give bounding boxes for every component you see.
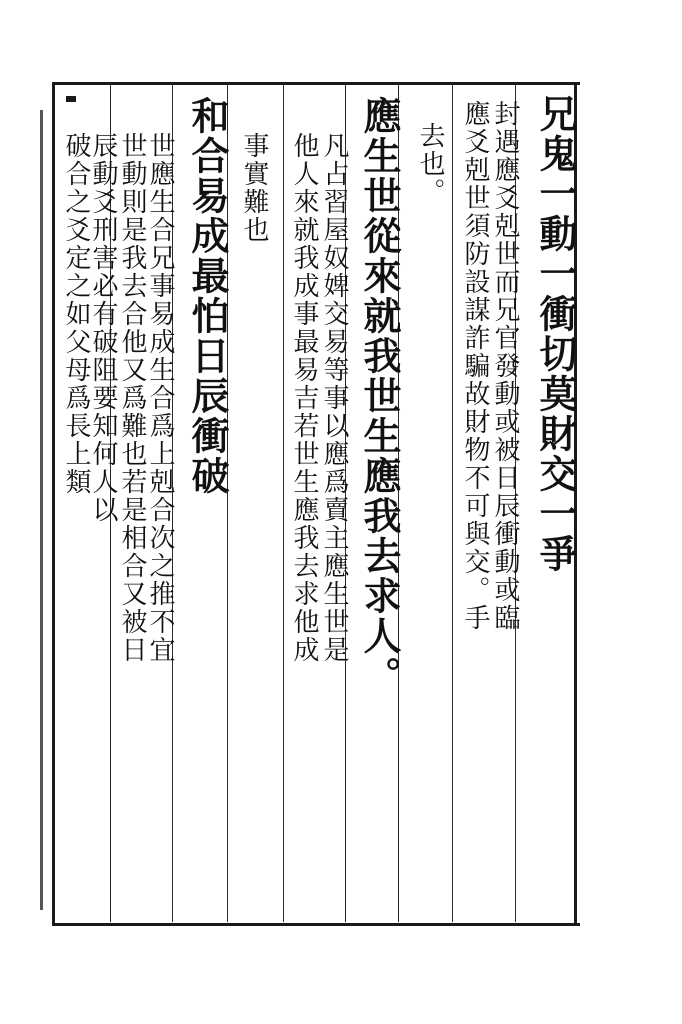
frame-top-rule — [52, 82, 580, 85]
margin-ink-mark — [40, 110, 43, 910]
heading-column: 和合易成最怕日辰衝破 — [185, 96, 230, 496]
commentary-column: 世應生合兄事易成生合爲上剋合次之推不宜 — [145, 132, 175, 664]
commentary-column: 破合之爻定之如父母爲長上類 — [61, 132, 91, 496]
column-divider — [283, 84, 284, 922]
frame-bottom-rule — [52, 923, 580, 926]
commentary-column: 應爻剋世須防設謀詐騙故財物不可與交。手 — [460, 100, 490, 632]
commentary-column: 去也。 — [415, 122, 445, 206]
heading-column: 兄鬼一動一衝切莫財交一爭 — [533, 94, 578, 574]
commentary-column: 封遇應爻剋世而兄官發動或被日辰衝動或臨 — [490, 100, 520, 632]
commentary-column: 事實難也 — [239, 132, 269, 244]
commentary-column: 凡占習屋奴婢交易等事以應爲賣主應生世是 — [319, 132, 349, 664]
frame-left-rule — [52, 82, 55, 924]
commentary-column: 他人來就我成事最易吉若世生應我去求他成 — [289, 132, 319, 664]
commentary-column: 世動則是我去合他又爲難也若是相合又被日 — [117, 132, 147, 664]
heading-column: 應生世從來就我世生應我去求人。 — [357, 96, 402, 696]
commentary-column: 辰動爻刑害必有破阻要知何人以 — [88, 132, 118, 524]
margin-ink-mark — [66, 96, 76, 102]
column-divider — [452, 84, 453, 922]
